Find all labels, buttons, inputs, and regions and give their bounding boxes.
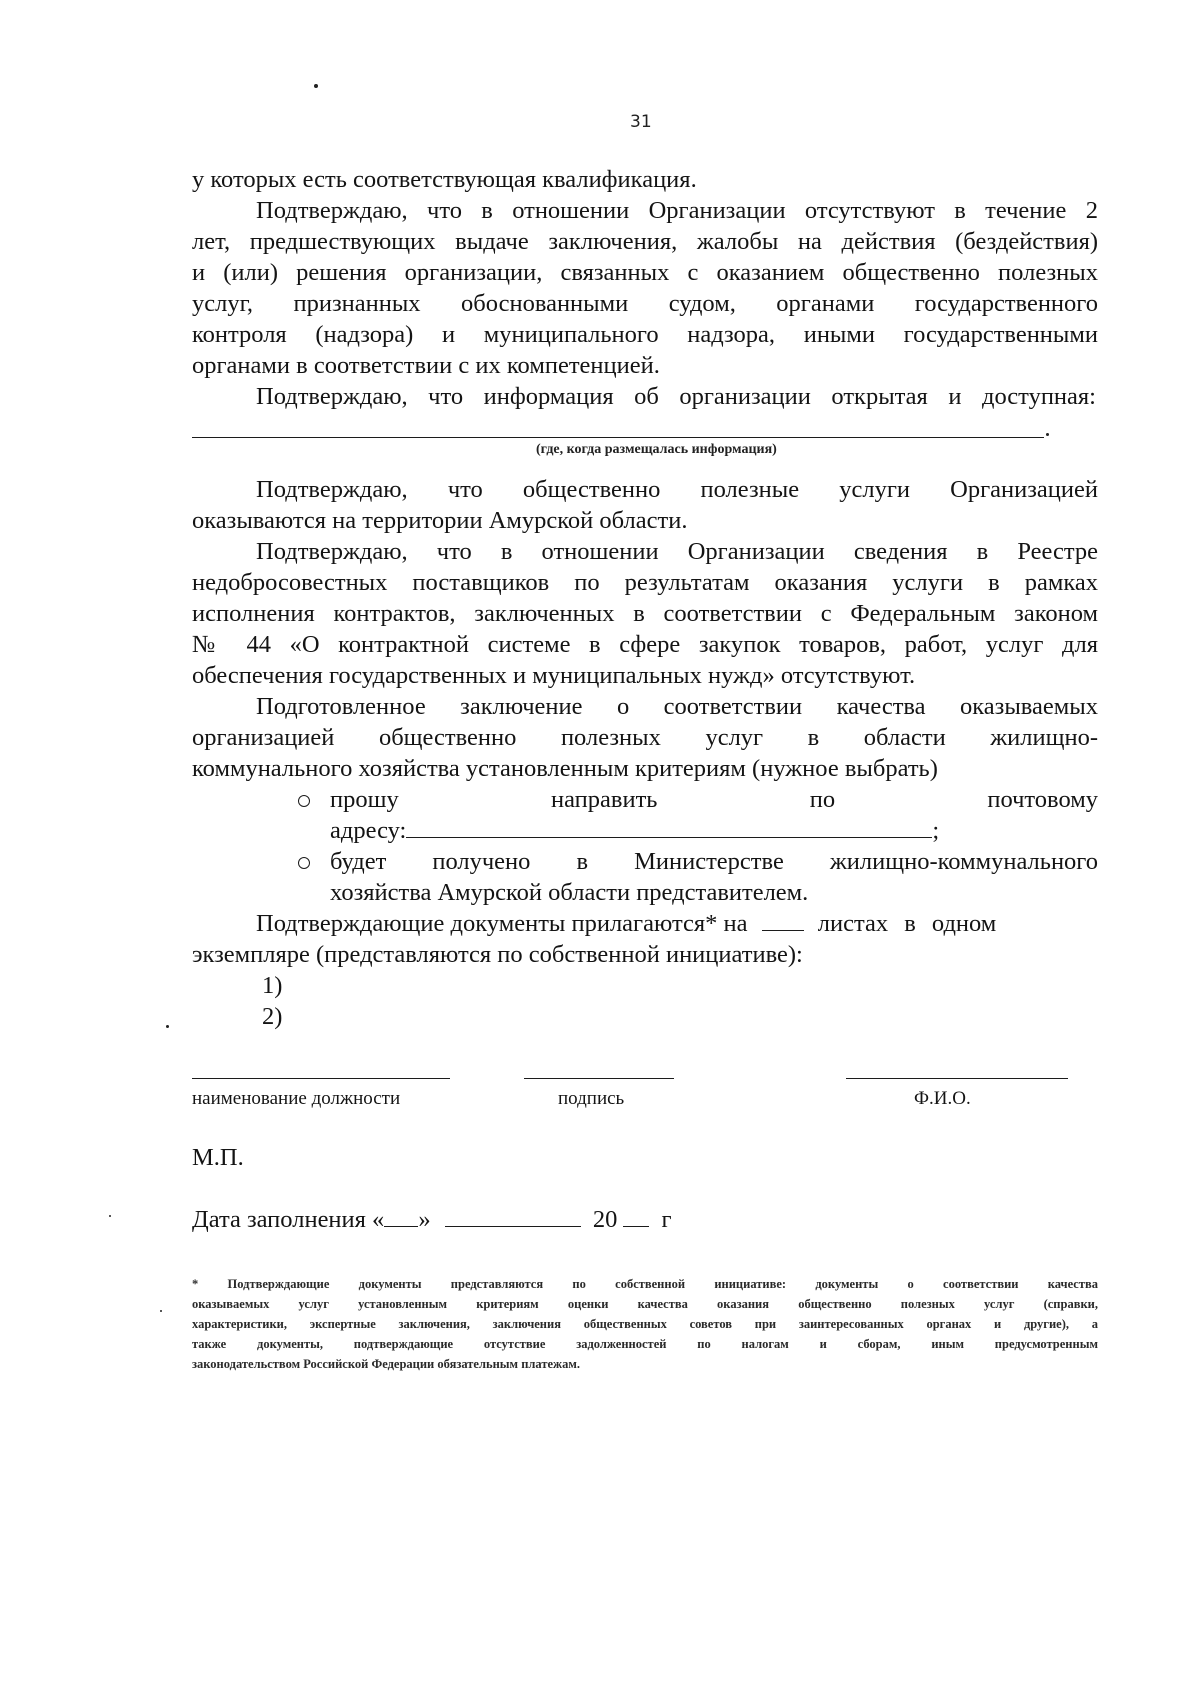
attachment-item: 2): [262, 1003, 283, 1030]
date-prefix: Дата заполнения «: [192, 1206, 385, 1233]
paragraph-line: услуг, признанных обоснованными судом, органами государственного: [192, 290, 1098, 317]
footnote-line: законодательством Российской Федерации обязательным платежам.: [192, 1357, 580, 1371]
scan-speck: [109, 1215, 111, 1217]
footnote-line: оказываемых услуг установленным критериям оценки качества оказания общественно полезных услуг (справки,: [192, 1297, 1098, 1311]
day-blank[interactable]: [384, 1204, 418, 1227]
paragraph-line: Подтверждаю, что в отношении Организации отсутствуют в течение 2: [256, 197, 1098, 224]
paragraph-line: Подтверждаю, что в отношении Организации сведения в Реестре: [256, 538, 1098, 565]
year-blank[interactable]: [623, 1204, 649, 1227]
scan-speck: [314, 84, 318, 88]
scan-speck: [1046, 433, 1049, 436]
radio-circle-icon[interactable]: [298, 795, 310, 807]
paragraph-line: коммунального хозяйства установленным критериям (нужное выбрать): [192, 755, 938, 782]
option-mail-line: прошу направить по почтовому: [330, 786, 1098, 813]
paragraph-line: организацией общественно полезных услуг в области жилищно-: [192, 724, 1098, 751]
paragraph-line: Подтверждаю, что общественно полезные услуги Организацией: [256, 476, 1098, 503]
paragraph-line: оказываются на территории Амурской области.: [192, 507, 688, 534]
paragraph-line: исполнения контрактов, заключенных в соответствии с Федеральным законом: [192, 600, 1098, 627]
address-label: адресу:: [330, 817, 407, 844]
address-end: ;: [932, 817, 940, 844]
scan-speck: [160, 1310, 162, 1312]
footnote-line: характеристики, экспертные заключения, заключения общественных советов при заинтересованных органах и другие), а: [192, 1317, 1098, 1331]
option-mail-address-line: [330, 815, 970, 846]
footnote-line: * Подтверждающие документы представляются по собственной инициативе: документы о соответствии качества: [192, 1277, 1098, 1291]
page-number: 31: [630, 112, 652, 132]
paragraph-line: № 44 «О контрактной системе в сфере закупок товаров, работ, услуг для: [192, 631, 1098, 658]
paragraph-line: и (или) решения организации, связанных с оказанием общественно полезных: [192, 259, 1098, 286]
paragraph-line: недобросовестных поставщиков по результатам оказания услуги в рамках: [192, 569, 1098, 596]
radio-circle-icon[interactable]: [298, 857, 310, 869]
signature-blank[interactable]: [524, 1078, 674, 1079]
name-label: Ф.И.О.: [914, 1088, 971, 1109]
paragraph-line: обеспечения государственных и муниципальных нужд» отсутствуют.: [192, 662, 916, 689]
attachments-text: Подтверждающие документы прилагаются* на: [256, 910, 748, 937]
info-location-blank: [192, 437, 1044, 438]
date-line: [192, 1204, 812, 1235]
paragraph-line: контроля (надзора) и муниципального надзора, иными государственными: [192, 321, 1098, 348]
option-pickup-line: будет получено в Министерстве жилищно-коммунального: [330, 848, 1098, 875]
info-location-caption: (где, когда размещалась информация): [536, 442, 777, 457]
paragraph-line: экземпляре (представляются по собственной инициативе):: [192, 941, 803, 968]
position-label: наименование должности: [192, 1088, 401, 1109]
sheets-count-blank[interactable]: [762, 908, 804, 931]
footnote-line: также документы, подтверждающие отсутствие задолженностей по налогам и сборам, иным предусмотренным: [192, 1337, 1098, 1351]
year-prefix: 20: [592, 1206, 618, 1233]
name-blank[interactable]: [846, 1078, 1068, 1079]
paragraph-line: у которых есть соответствующая квалификация.: [192, 166, 697, 193]
paragraph-line: Подготовленное заключение о соответствии качества оказываемых: [256, 693, 1098, 720]
paragraph-line: органами в соответствии с их компетенцией.: [192, 352, 660, 379]
option-pickup-line: хозяйства Амурской области представителем.: [330, 879, 809, 906]
signature-label: подпись: [558, 1088, 625, 1109]
attachment-item: 1): [262, 972, 283, 999]
seal-label: М.П.: [192, 1144, 244, 1171]
paragraph-line: Подтверждаю, что информация об организации открытая и доступная:: [256, 383, 1096, 410]
attachments-text-end: листах в одном: [817, 910, 997, 937]
position-blank[interactable]: [192, 1078, 450, 1079]
month-blank[interactable]: [445, 1204, 581, 1227]
address-blank[interactable]: [406, 815, 932, 838]
attachments-line: [256, 908, 1098, 939]
paragraph-line: лет, предшествующих выдаче заключения, жалобы на действия (бездействия): [192, 228, 1098, 255]
scan-speck: [166, 1025, 169, 1028]
date-mid: »: [418, 1206, 431, 1233]
year-suffix: г: [661, 1206, 672, 1233]
